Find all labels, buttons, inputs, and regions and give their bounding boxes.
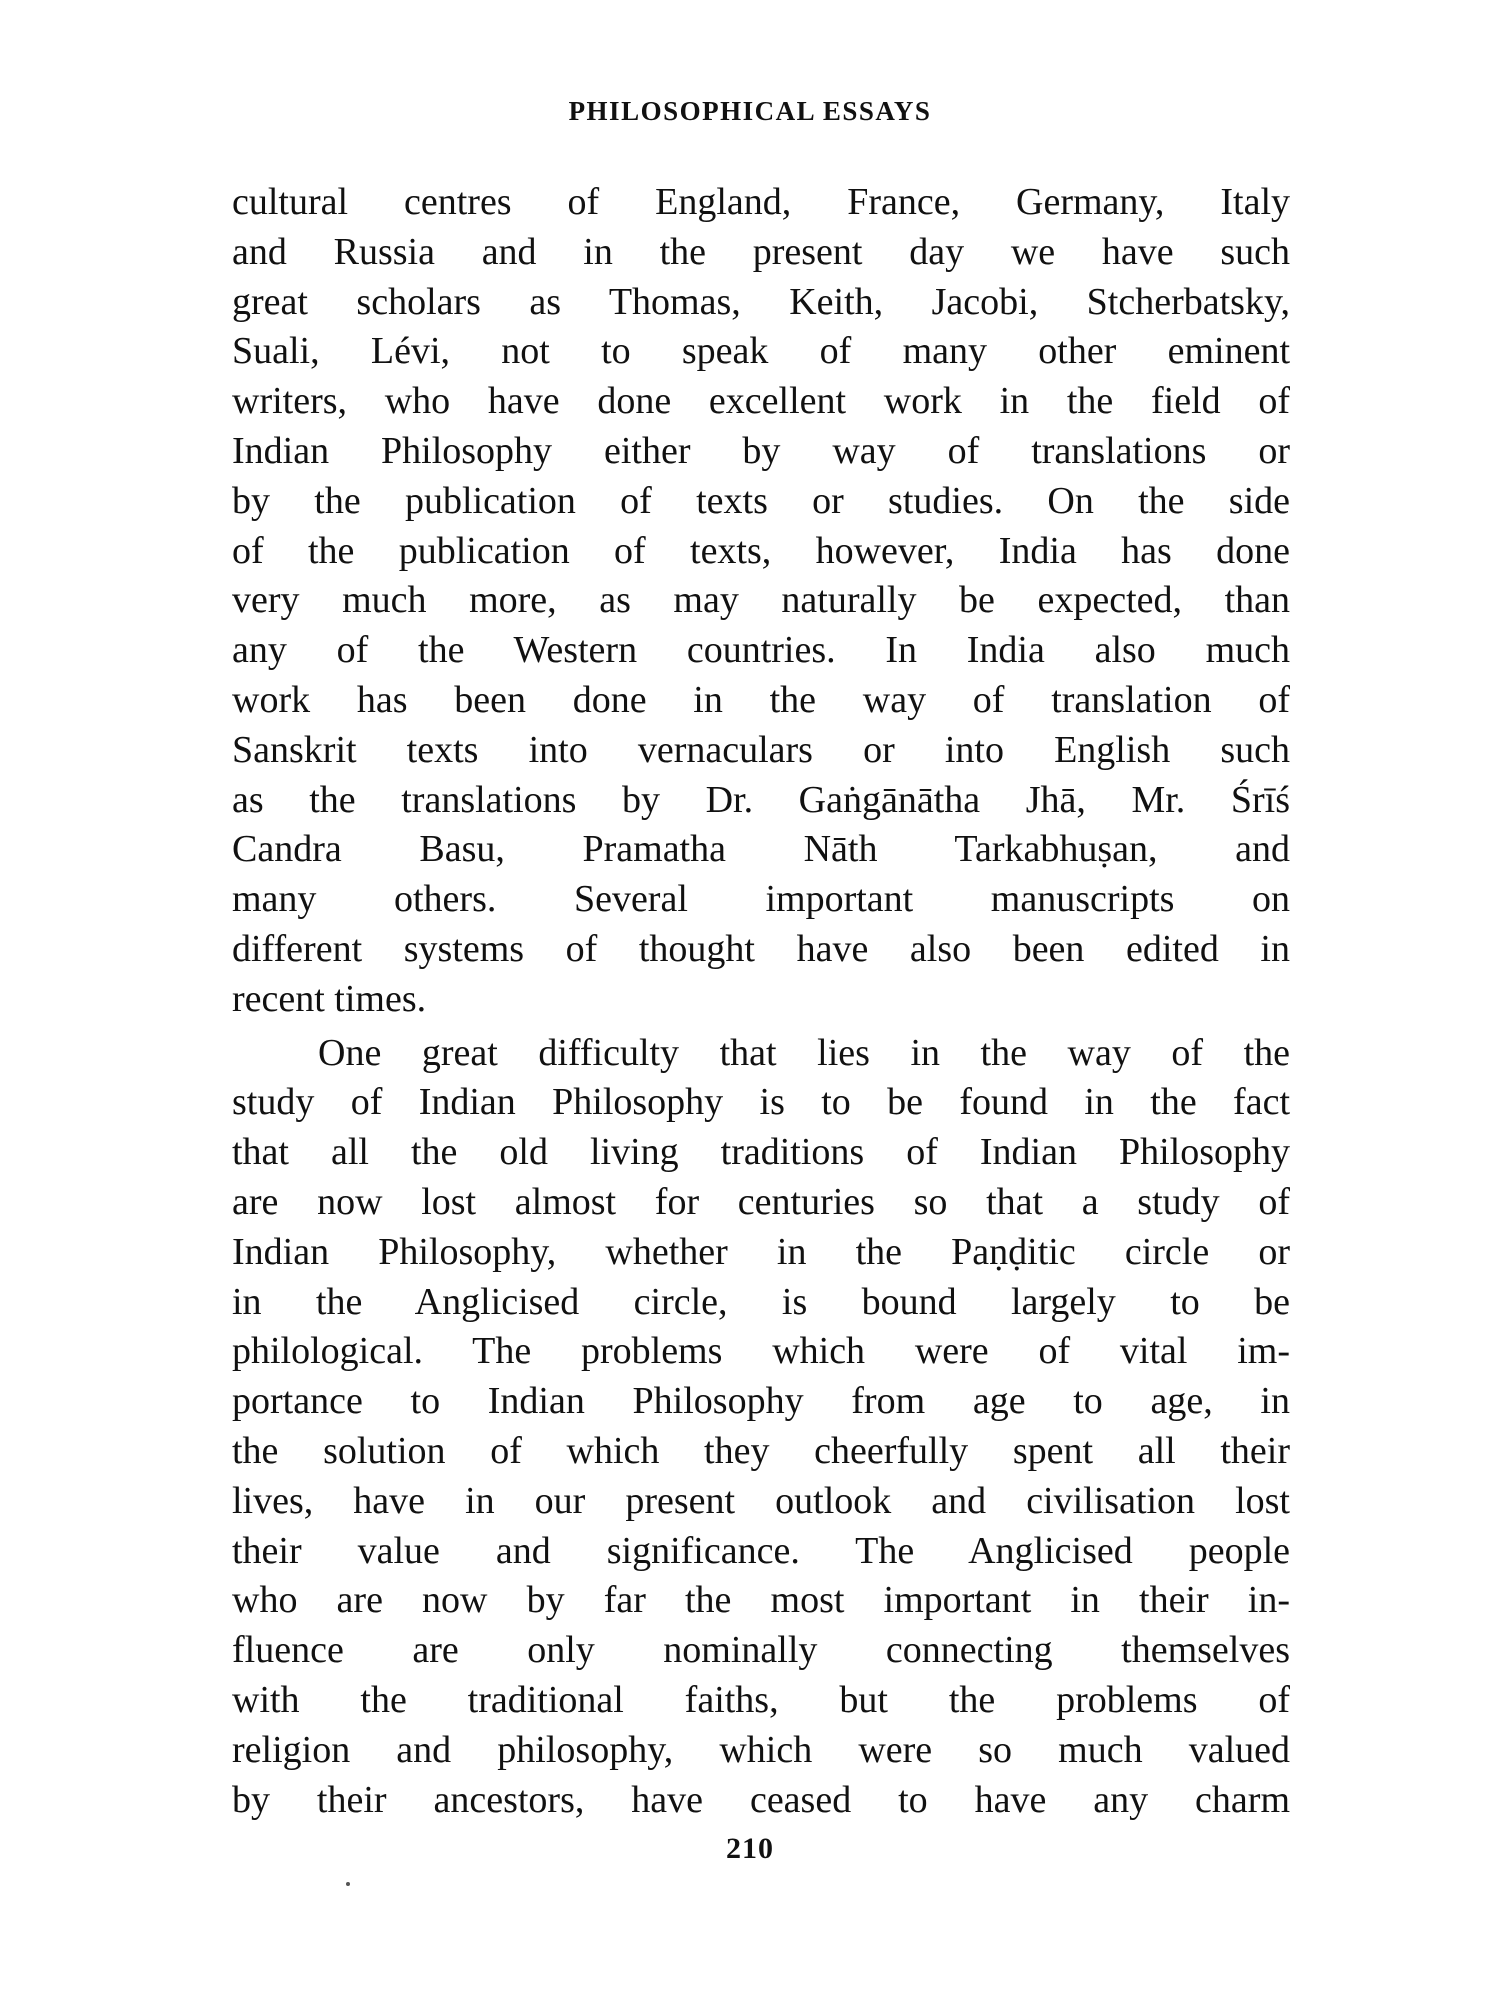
text-line: in the Anglicised circle, is bound largely to be [232, 1280, 1290, 1323]
text-line: writers, who have done excellent work in the field of [232, 380, 1290, 423]
page-number: 210 [726, 1832, 774, 1865]
text-line: that all the old living traditions of Indian Philosophy [232, 1131, 1290, 1174]
text-line: Indian Philosophy, whether in the Paṇḍitic circle or [232, 1230, 1290, 1273]
text-line: and Russia and in the present day we have such [232, 230, 1290, 273]
text-line: of the publication of texts, however, India has done [232, 529, 1290, 572]
text-line: any of the Western countries. In India also much [232, 629, 1290, 672]
text-line: as the translations by Dr. Gaṅgānātha Jhā, Mr. Śrīś [232, 778, 1290, 821]
print-speck [346, 1882, 350, 1886]
text-line: philological. The problems which were of vital im- [232, 1330, 1290, 1373]
text-line: Sanskrit texts into vernaculars or into English such [232, 728, 1290, 771]
text-line: work has been done in the way of translation of [232, 678, 1290, 721]
text-line: religion and philosophy, which were so much valued [232, 1728, 1290, 1771]
text-line: who are now by far the most important in their in- [232, 1579, 1290, 1622]
text-line: recent times. [232, 977, 427, 1020]
text-line: Indian Philosophy either by way of translations or [232, 429, 1290, 472]
text-line: with the traditional faiths, but the problems of [232, 1678, 1290, 1721]
text-line: by their ancestors, have ceased to have any charm [232, 1778, 1290, 1821]
text-line: lives, have in our present outlook and civilisation lost [232, 1479, 1290, 1522]
paragraph-2 [232, 1029, 1290, 1826]
text-line: their value and significance. The Anglicised people [232, 1529, 1290, 1572]
text-line: by the publication of texts or studies. On the side [232, 479, 1290, 522]
text-line: great scholars as Thomas, Keith, Jacobi, Stcherbatsky, [232, 280, 1290, 323]
text-line: many others. Several important manuscripts on [232, 878, 1290, 921]
text-line: Suali, Lévi, not to speak of many other eminent [232, 330, 1290, 373]
paragraph-1 [232, 178, 1290, 1025]
text-line: study of Indian Philosophy is to be found in the fact [232, 1081, 1290, 1124]
text-line: different systems of thought have also been edited in [232, 927, 1290, 970]
running-head: PHILOSOPHICAL ESSAYS [568, 96, 932, 126]
text-line: Candra Basu, Pramatha Nāth Tarkabhuṣan, and [232, 828, 1290, 871]
text-line: are now lost almost for centuries so that a study of [232, 1180, 1290, 1223]
text-line: One great difficulty that lies in the way of the [318, 1031, 1290, 1074]
body-text [232, 178, 1290, 1825]
text-line: cultural centres of England, France, Germany, Italy [232, 181, 1290, 223]
text-line: fluence are only nominally connecting themselves [232, 1629, 1290, 1672]
text-line: very much more, as may naturally be expected, than [232, 579, 1290, 622]
text-line: portance to Indian Philosophy from age to age, in [232, 1380, 1290, 1423]
text-line: the solution of which they cheerfully spent all their [232, 1429, 1290, 1472]
